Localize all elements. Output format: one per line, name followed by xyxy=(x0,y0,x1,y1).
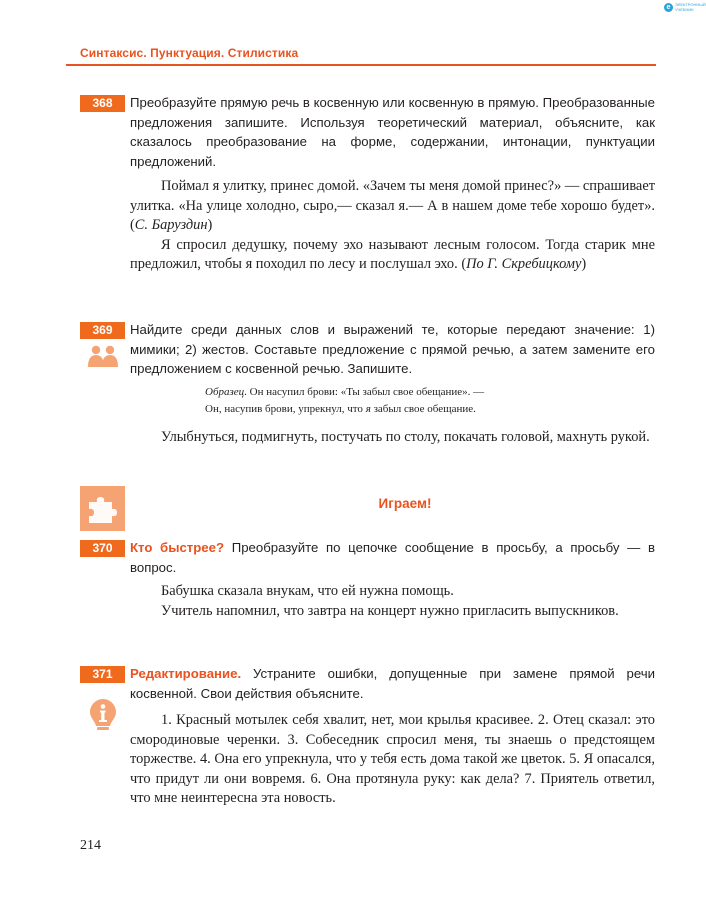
exercise-371-lead: Редактирование. xyxy=(130,666,242,681)
exercise-370-paragraph-2: Учитель напомнил, что завтра на концерт нужно пригласить выпускников. xyxy=(161,602,619,619)
exercise-369-sample xyxy=(205,384,625,418)
exercise-371-text xyxy=(130,711,655,809)
game-block xyxy=(80,486,125,531)
exercise-371-paragraph: 1. Красный мотылек себя хвалит, нет, мои крылья красивее. 2. Отец сказал: это смородиновые черенки. 3. Собеседник спросил меня, ты знаешь о предстоящем торжестве. 4. Она его упрекнула, что у тебя есть дома такой же цветок. 5. Я опасался, что придут ли они вовремя. 6. Она протянула руку: как дела? 7. Приятель ответил, что мне неинтересна эта новость. xyxy=(130,712,655,807)
exercise-370-text xyxy=(130,582,655,621)
sample-line-2: Он, насупив брови, упрекнул, что я забыл свое обещание. xyxy=(205,403,476,415)
sample-line-1: Образец. Он насупил брови: «Ты забыл свое обещание». — xyxy=(205,386,485,398)
info-icon xyxy=(88,699,118,731)
pair-work-icon xyxy=(86,345,120,367)
exercise-368-paragraph-1: Поймал я улитку, принес домой. «Зачем ты меня домой принес?» — спрашивает улитка. «На улице холодно, сыро,— сказал я.— А в нашем доме тебе хорошо будет». (С. Баруздин) xyxy=(130,178,655,234)
exercise-370-lead: Кто быстрее? xyxy=(130,540,225,555)
exercise-369-words-text: Улыбнуться, подмигнуть, постучать по столу, покачать головой, махнуть рукой. xyxy=(161,429,650,445)
game-title: Играем! xyxy=(378,496,432,511)
exercise-number-368: 368 xyxy=(80,95,125,112)
exercise-number-369: 369 xyxy=(80,322,125,339)
running-header: Синтаксис. Пунктуация. Стилистика xyxy=(80,46,299,60)
exercise-370-task: Кто быстрее? Преобразуйте по цепочке сообщение в просьбу, а просьбу — в вопрос. xyxy=(130,540,655,575)
author-baruzdin: С. Баруздин xyxy=(134,217,208,234)
page-number: 214 xyxy=(80,838,101,853)
exercise-368-text xyxy=(130,177,655,275)
exercise-371-task: Редактирование. Устраните ошибки, допущенные при замене прямой речи косвенной. Свои действия объясните. xyxy=(130,666,655,701)
sample-label: Образец xyxy=(205,386,245,398)
exercise-369-words xyxy=(130,428,655,448)
corner-logo-text: ЭЛЕКТРОННЫЙ УЧЕБНИК xyxy=(675,2,706,12)
puzzle-icon xyxy=(80,486,125,531)
author-skrebitsky: По Г. Скребицкому xyxy=(466,256,582,273)
exercise-number-371: 371 xyxy=(80,666,125,683)
exercise-370-paragraph-1: Бабушка сказала внукам, что ей нужна помощь. xyxy=(161,583,454,599)
header-rule xyxy=(66,64,656,66)
exercise-368-paragraph-2: Я спросил дедушку, почему эхо называют лесным голосом. Тогда старик мне предложил, чтобы я походил по лесу и послушал эхо. (По Г. Скребицкому) xyxy=(130,236,655,273)
corner-logo[interactable] xyxy=(664,2,706,12)
exercise-368-task: Преобразуйте прямую речь в косвенную или косвенную в прямую. Преобразованные предложения запишите. Используя теоретический материал, объясните, как сказалось преобразование на форме, содержании, интонации, пунктуации предложений. xyxy=(130,95,655,169)
e-logo-icon: e xyxy=(664,3,673,12)
exercise-number-370: 370 xyxy=(80,540,125,557)
exercise-369-task: Найдите среди данных слов и выражений те, которые передают значение: 1) мимики; 2) жестов. Составьте предложение с прямой речью, а затем замените его предложением с косвенной речью. Запишите. xyxy=(130,322,655,376)
